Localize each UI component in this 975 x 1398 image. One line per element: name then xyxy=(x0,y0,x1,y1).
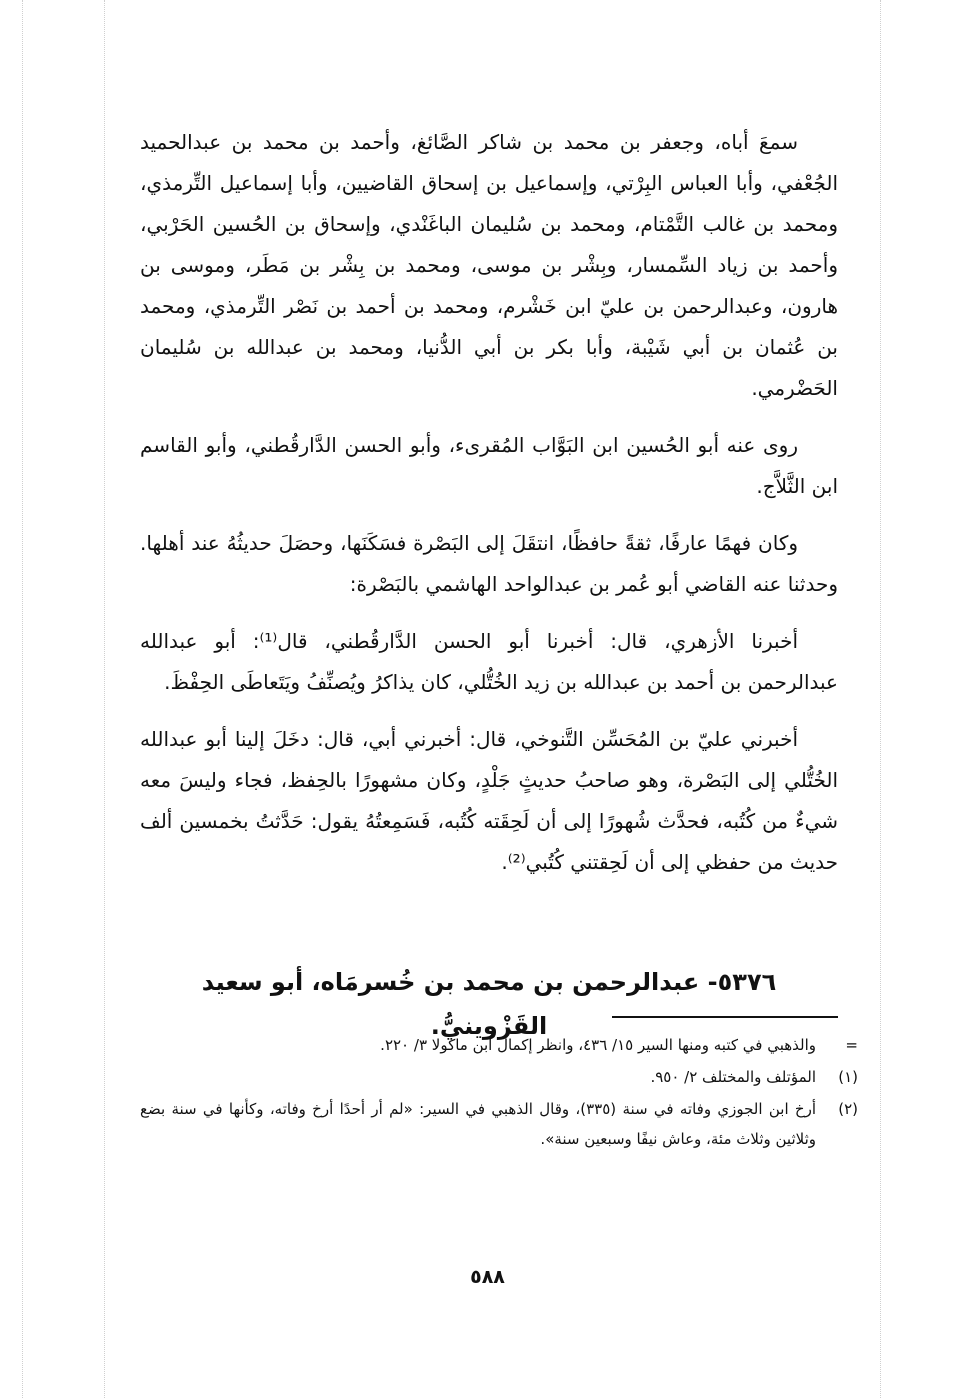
footnote-item xyxy=(140,1062,858,1092)
scan-artifact-line xyxy=(104,0,105,1398)
footnote-marker: = xyxy=(845,1036,858,1054)
footnote-text: والذهبي في كتبه ومنها السير ١٥/ ٤٣٦، وانظر إكمال ابن ماكولا ٣/ ٢٢٠. xyxy=(380,1036,816,1054)
footnote-marker: (٢) xyxy=(838,1100,858,1118)
scan-artifact-line xyxy=(22,0,23,1398)
entry-heading: ٥٣٧٦- عبدالرحمن بن محمد بن خُسرمَاه، أبو سعيد القَزْوينيُّ. xyxy=(201,968,777,1040)
paragraph-tanukhi-report: أخبرني عليّ بن المُحَسِّن التَّنوخي، قال: أخبرني أبي، قال: دخَلَ إلينا أبو عبدالله الخُتُّلي إلى البَصْرة، وهو صاحبُ حديثٍ جَلْدٍ، وكان مشهورًا بالحِفظ، فجاء وليسَ معه شيءٌ من كُتُبه، فحدَّث شُهورًا إلى أن لَحِقَته كُتُبه، فَسَمِعتُهُ يقول: حَدَّثتُ بخمسين ألف حديث من حفظي إلى أن لَحِقتني كُتُبي⁽²⁾. xyxy=(140,727,838,874)
scan-artifact-line xyxy=(880,0,881,1398)
page-number: ٥٨٨ xyxy=(470,1266,505,1288)
paragraph-biography: وكان فهمًا عارفًا، ثقةً حافظًا، انتقَلَ إلى البَصْرة فسَكَنَها، وحصَلَ حديثُهُ عند أهلها. وحدثنا عنه القاضي أبو عُمر بن عبدالواحد الهاشمي بالبَصْرة: xyxy=(140,531,838,596)
main-text xyxy=(140,122,838,883)
paragraph-daraqutni-report: أخبرنا الأزهري، قال: أخبرنا أبو الحسن الدَّارقُطني، قال⁽¹⁾: أبو عبدالله عبدالرحمن بن أحمد بن عبدالله بن زيد الخُتُّلي، كان يذاكرُ ويُصنِّفُ ويَتَعاطَى الحِفْظَ. xyxy=(140,629,838,694)
footnote-text: أرخ ابن الجوزي وفاته في سنة (٣٣٥)، وقال الذهبي في السير: «لم أر أحدًا أرخ وفاته، وكأنها في سنة بضع وثلاثين وثلاث مئة، وعاش نيفًا وسبعين سنة». xyxy=(140,1100,817,1148)
footnote-marker: (١) xyxy=(838,1068,858,1086)
footnote-item xyxy=(140,1030,858,1060)
footnote-item xyxy=(140,1094,858,1154)
footnote-divider xyxy=(612,1016,838,1018)
paragraph-teachers: سمعَ أباه، وجعفر بن محمد بن شاكر الصَّائغ، وأحمد بن محمد بن عبدالحميد الجُعْفي، وأبا العباس البِرْتي، وإسماعيل بن إسحاق القاضيين، وأبا إسماعيل التِّرمذي، ومحمد بن غالب التَّمْتام، ومحمد بن سُليمان الباغَنْدي، وإسحاق بن الحُسين الحَرْبي، وأحمد بن زياد السِّمسار، وبِشْر بن موسى، ومحمد بن بِشْر بن مَطَر، وموسى بن هارون، وعبدالرحمن بن عليّ ابن خَشْرم، ومحمد بن أحمد بن نَصْر التِّرمذي، ومحمد بن عُثمان بن أبي شَيْبة، وأبا بكر بن أبي الدُّنيا، ومحمد بن عبدالله بن سُليمان الحَضْرمي. xyxy=(140,130,838,400)
footnote-text: المؤتلف والمختلف ٢/ ٩٥٠. xyxy=(650,1068,816,1086)
footnotes xyxy=(140,1030,858,1154)
paragraph-students: روى عنه أبو الحُسين ابن البَوَّاب المُقرىء، وأبو الحسن الدَّارقُطني، وأبو القاسم ابن الثَّلاَّج. xyxy=(140,433,838,498)
